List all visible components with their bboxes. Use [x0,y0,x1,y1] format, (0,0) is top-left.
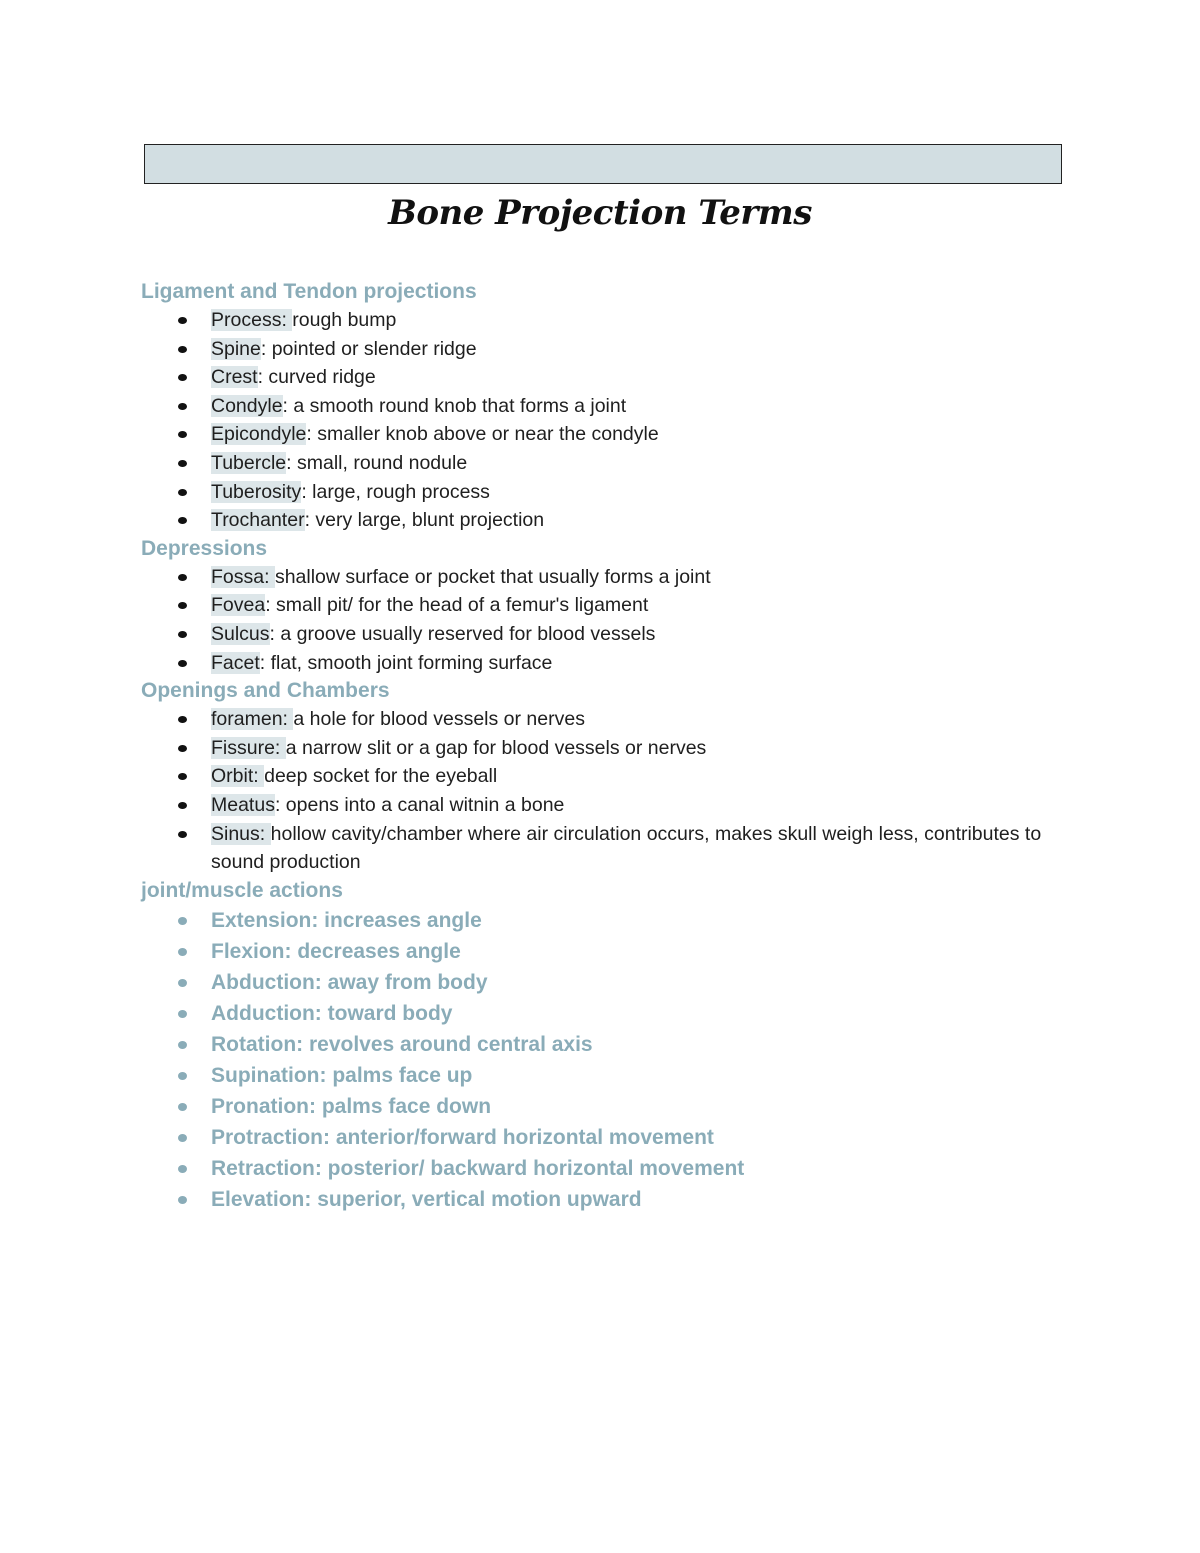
bullet-icon [178,1165,187,1173]
definition: hollow cavity/chamber where air circulation occurs, makes skull weigh less, contributes to sound production [211,822,1042,874]
list-item [141,620,1061,649]
list-item [141,392,1061,421]
list-item [141,649,1061,678]
action-text: Extension: increases angle [211,908,482,932]
list-item [141,905,1061,936]
list-item [141,1029,1061,1060]
action-text: Retraction: posterior/ backward horizontal movement [211,1156,745,1180]
bullet-icon [178,431,187,438]
definition: a hole for blood vessels or nerves [293,708,585,731]
bullet-icon [178,489,187,496]
action-text: Abduction: away from body [211,970,488,994]
bullet-icon [178,745,187,752]
action-text: Elevation: superior, vertical motion upward [211,1187,642,1211]
term: Sinus: [211,822,271,845]
bullet-icon [178,1196,187,1204]
bullet-icon [178,460,187,467]
bullet-icon [178,1072,187,1080]
actions-list [141,905,1061,1215]
section-heading-depressions: Depressions [141,536,268,560]
action-text: Flexion: decreases angle [211,939,461,963]
bullet-icon [178,403,187,410]
action-text: Adduction: toward body [211,1001,453,1025]
action-text: Protraction: anterior/forward horizontal movement [211,1125,714,1149]
document-title: Bone Projection Terms [388,193,812,233]
list-item [141,762,1061,791]
definition: : smaller knob above or near the condyle [306,423,659,446]
list-item [141,1091,1061,1122]
list-item [141,1153,1061,1184]
bullet-icon [178,374,187,381]
term: Meatus [211,793,275,816]
openings-list [141,705,1061,877]
term: Sulcus [211,622,270,645]
definition: : a groove usually reserved for blood vessels [269,622,656,645]
definition: : small, round nodule [286,451,468,474]
bullet-icon [178,317,187,324]
term: Crest [211,366,258,389]
bullet-icon [178,773,187,780]
bullet-icon [178,574,187,581]
term: Epicondyle [211,423,307,446]
bullet-icon [178,660,187,667]
list-item [141,335,1061,364]
list-item [141,563,1061,592]
list-item [141,791,1061,820]
definition: : curved ridge [257,366,376,389]
action-text: Rotation: revolves around central axis [211,1032,593,1056]
list-item [141,306,1061,335]
term: Fissure: [211,736,286,759]
section-heading-openings: Openings and Chambers [141,679,390,703]
bullet-icon [178,979,187,987]
term: Process: [211,309,293,331]
list-item [141,820,1061,877]
bullet-icon [178,346,187,353]
bullet-icon [178,631,187,638]
bullet-icon [178,517,187,524]
bullet-icon [178,602,187,609]
term: Tuberosity [211,480,302,503]
depressions-list [141,563,1061,677]
definition: deep socket for the eyeball [264,765,498,788]
header-bar [144,144,1062,184]
bullet-icon [178,716,187,723]
definition: : very large, blunt projection [304,509,545,532]
document-body [141,278,1061,1215]
bullet-icon [178,1103,187,1111]
list-item [141,1060,1061,1091]
definition: : pointed or slender ridge [260,337,477,360]
definition: a narrow slit or a gap for blood vessels or nerves [285,736,707,759]
definition: : flat, smooth joint forming surface [259,651,553,674]
action-text: Pronation: palms face down [211,1094,492,1118]
section-heading-ligament: Ligament and Tendon projections [141,280,477,303]
list-item [141,1184,1061,1215]
term: Facet [211,651,260,674]
bullet-icon [178,948,187,956]
ligament-list [141,306,1061,535]
list-item [141,1122,1061,1153]
term: Fossa: [211,565,275,588]
list-item [141,705,1061,734]
list-item [141,998,1061,1029]
term: Spine [211,337,261,360]
action-text: Supination: palms face up [211,1063,473,1087]
bullet-icon [178,802,187,809]
term: foramen: [211,708,294,731]
term: Tubercle [211,451,287,474]
bullet-icon [178,831,187,838]
definition: : small pit/ for the head of a femur's ligament [265,594,649,617]
definition: rough bump [292,309,397,331]
definition: : large, rough process [301,480,490,503]
list-item [141,967,1061,998]
list-item [141,478,1061,507]
bullet-icon [178,1010,187,1018]
bullet-icon [178,1041,187,1049]
term: Condyle [211,394,283,417]
list-item [141,420,1061,449]
definition: : a smooth round knob that forms a joint [282,394,627,417]
definition: : opens into a canal witnin a bone [274,793,565,816]
list-item [141,936,1061,967]
term: Fovea [211,594,266,617]
list-item [141,734,1061,763]
list-item [141,363,1061,392]
term: Trochanter [211,509,305,532]
term: Orbit: [211,765,265,788]
bullet-icon [178,917,187,925]
list-item [141,591,1061,620]
definition: shallow surface or pocket that usually forms a joint [274,565,711,588]
list-item [141,449,1061,478]
section-heading-actions: joint/muscle actions [141,878,343,902]
list-item [141,506,1061,535]
bullet-icon [178,1134,187,1142]
